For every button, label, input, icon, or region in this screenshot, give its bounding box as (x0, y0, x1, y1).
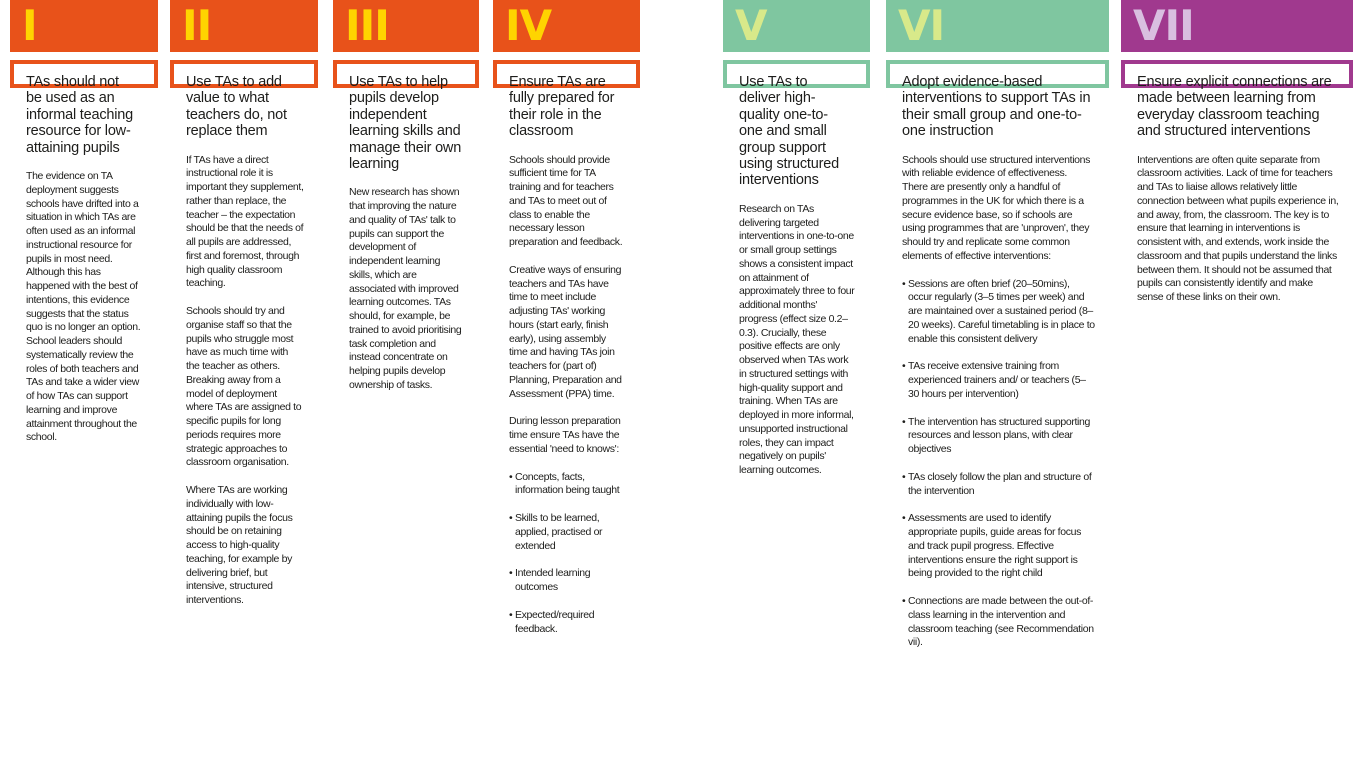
body-paragraph: Where TAs are working individually with low-attaining pupils the focus should be on retaining access to high-quality teaching, for example by delivering brief, but intensive, structured interventions. (186, 484, 293, 607)
recommendation-title: Use TAs to help pupils develop independent learning skills and manage their own learning (349, 74, 462, 173)
list-item: • Expected/required feedback. (509, 609, 626, 637)
recommendation-title: Adopt evidence-based interventions to support TAs in their small group and one-to-one instruction (902, 74, 1091, 140)
body-paragraph: Schools should provide sufficient time for TA training and for teachers and TAs to meet out of class to enable the necessary lesson preparation and feedback. (509, 153, 623, 249)
column-body (886, 60, 1109, 649)
column-header (10, 0, 158, 52)
list-item: • Sessions are often brief (20–50mins), occur regularly (3–5 times per week) and are maintained over a sustained period (8–20 weeks). Careful timetabling is in place to enable this consistent delivery (902, 278, 1095, 347)
body-paragraph: The evidence on TA deployment suggests schools have drifted into a situation in which TAs are often used as an informal instructional resource for pupils in most need. Although this has happened with the best of intentions, this evidence suggests that the status quo is no longer an option. School leaders should systematically review the roles of both teachers and TAs and take a wider view of how TAs can support learning and improve attainment throughout the school. (26, 170, 141, 444)
recommendation-title: Use TAs to add value to what teachers do, not replace them (186, 74, 287, 140)
list-item: • Skills to be learned, applied, practised or extended (509, 512, 626, 553)
column-body (170, 60, 318, 607)
recommendation-title: TAs should not be used as an informal teaching resource for low-attaining pupils (26, 74, 134, 156)
recommendation-title: Use TAs to deliver high-quality one-to-one and small group support using structured interventions (739, 74, 839, 189)
recommendation-column-6 (886, 0, 1109, 649)
body-paragraph: During lesson preparation time ensure TAs have the essential 'need to knows': (509, 415, 621, 455)
recommendation-column-1 (10, 0, 158, 444)
column-body (723, 60, 870, 477)
list-item: • Connections are made between the out-of-class learning in the intervention and classroom teaching (see Recommendation vii). (902, 595, 1095, 650)
column-header (886, 0, 1109, 52)
body-paragraph: If TAs have a direct instructional role it is important they supplement, rather than replace, the teacher – the expectation should be that the needs of all pupils are addressed, first and foremost, through high quality classroom teaching. (186, 153, 304, 290)
roman-numeral: V (735, 1, 767, 50)
roman-numeral: VI (898, 1, 945, 50)
column-header (333, 0, 479, 52)
column-header (1121, 0, 1353, 52)
roman-numeral: VII (1133, 1, 1194, 50)
recommendation-column-2 (170, 0, 318, 607)
body-paragraph: Creative ways of ensuring teachers and TAs have time to meet include adjusting TAs' working hours (start early, finish early), using assembly time and having TAs join teachers for (part of) Planning, Preparation and Assessment (PPA) time. (509, 263, 622, 400)
list-item: • The intervention has structured supporting resources and lesson plans, with clear objectives (902, 416, 1095, 457)
list-item: • Intended learning outcomes (509, 567, 626, 595)
body-paragraph: New research has shown that improving the nature and quality of TAs' talk to pupils can support the development of independent learning skills, which are associated with improved learning outcomes. TAs should, for example, be trained to avoid prioritising task completion and instead concentrate on helping pupils develop ownership of tasks. (349, 186, 462, 391)
column-body (10, 60, 158, 444)
column-body (333, 60, 479, 391)
column-header (493, 0, 640, 52)
column-header (723, 0, 870, 52)
column-header (170, 0, 318, 52)
recommendation-column-4 (493, 0, 640, 635)
roman-numeral: IV (505, 1, 552, 50)
roman-numeral: II (182, 1, 212, 50)
recommendation-column-5 (723, 0, 870, 477)
list-item: • TAs receive extensive training from experienced trainers and/ or teachers (5–30 hours per intervention) (902, 360, 1095, 401)
bullet-list (902, 278, 1095, 651)
body-paragraph: Schools should use structured interventions with reliable evidence of effectiveness. There are presently only a handful of programmes in the UK for which there is a secure evidence base, so if schools are using programmes that are 'unproven', they should try and replicate some common elements of effective interventions: (902, 153, 1091, 262)
column-body (1121, 60, 1353, 304)
list-item: • Assessments are used to identify appropriate pupils, guide areas for focus and track pupil progress. Effective interventions ensure the right support is being provided to the right child (902, 512, 1095, 581)
column-body (493, 60, 640, 635)
roman-numeral: I (22, 1, 37, 50)
bullet-list (509, 471, 626, 637)
roman-numeral: III (345, 1, 389, 50)
recommendation-title: Ensure TAs are fully prepared for their role in the classroom (509, 74, 615, 140)
body-paragraph: Schools should try and organise staff so that the pupils who struggle most have as much time with the teacher as others. Breaking away from a model of deployment where TAs are assigned to specific pupils for long periods requires more strategic approaches to classroom organisation. (186, 305, 302, 469)
recommendation-column-7 (1121, 0, 1353, 304)
body-paragraph: Research on TAs delivering targeted interventions in one-to-one or small group settings shows a consistent impact on attainment of approximately three to four additional months' progress (effect size 0.2–0.3). Crucially, these positive effects are only observed when TAs work in structured settings with high-quality support and training. When TAs are deployed in more informal, unsupported instructional roles, they can impact negatively on pupils' learning outcomes. (739, 202, 855, 477)
body-paragraph: Interventions are often quite separate from classroom activities. Lack of time for teachers and TAs to liaise allows relatively little connection between what pupils experience in, and away, from, the classroom. The key is to ensure that learning in interventions is consistent with, and extends, work inside the classroom and that pupils understand the links between them. It should not be assumed that pupils can consistently identify and make sense of these links on their own. (1137, 153, 1339, 304)
list-item: • Concepts, facts, information being taught (509, 471, 626, 499)
recommendation-title: Ensure explicit connections are made between learning from everyday classroom teaching and structured interventions (1137, 74, 1332, 140)
recommendation-column-3 (333, 0, 479, 391)
list-item: • TAs closely follow the plan and structure of the intervention (902, 471, 1095, 499)
